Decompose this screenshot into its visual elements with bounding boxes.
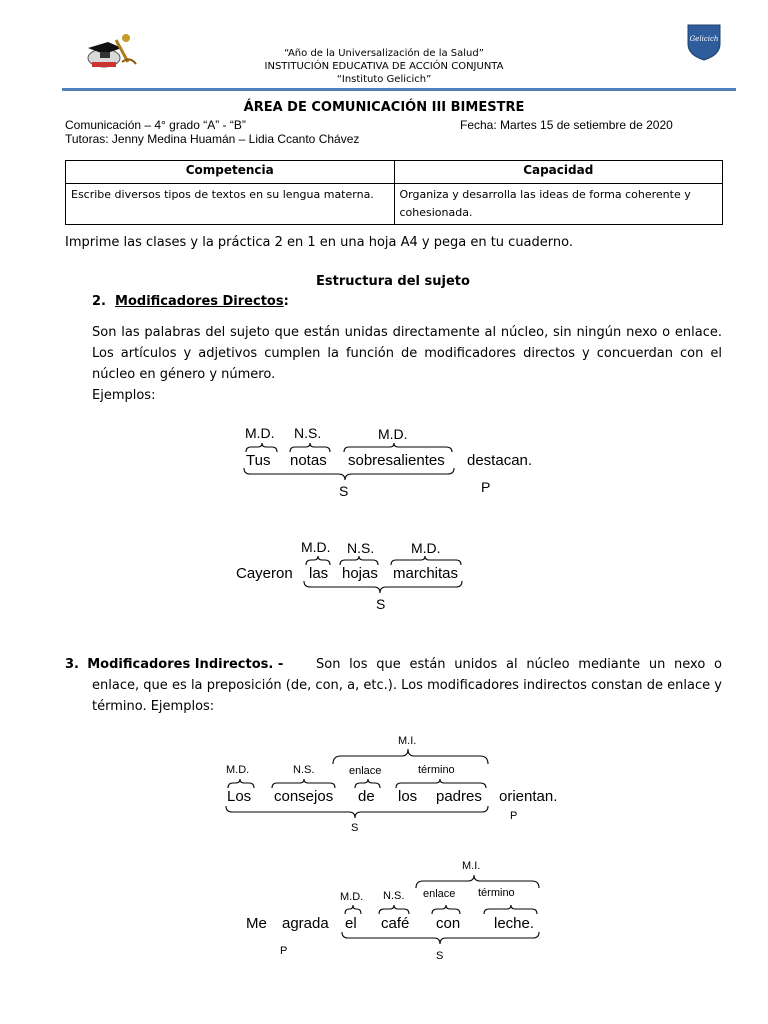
ex1-word-3: sobresalientes xyxy=(348,452,445,469)
year-motto: “Año de la Universalización de la Salud” xyxy=(284,48,484,59)
table-header-capacidad: Capacidad xyxy=(394,161,723,184)
ex1-brace-md1 xyxy=(246,443,277,452)
ex4-label-enlace: enlace xyxy=(423,888,456,900)
ex4-word-4: café xyxy=(381,915,410,932)
ex4-predicate-label: P xyxy=(280,945,288,957)
ex4-brace-enlace xyxy=(432,905,460,914)
ex1-predicate-label: P xyxy=(481,479,491,495)
ex4-label-ns: N.S. xyxy=(383,890,405,902)
ex4-word-6: leche. xyxy=(494,915,535,932)
ex2-brace-ns xyxy=(340,556,378,565)
ex1-label-md1: M.D. xyxy=(245,425,275,441)
ex1-brace-ns xyxy=(290,443,330,452)
ex2-brace-md1 xyxy=(306,556,330,565)
md-examples-label: Ejemplos: xyxy=(92,388,156,403)
ex3-brace-subject xyxy=(226,806,488,818)
md-heading xyxy=(92,294,289,309)
ex2-label-ns: N.S. xyxy=(347,540,375,556)
ex2-brace-md2 xyxy=(391,556,461,565)
ex4-brace-ns xyxy=(379,905,409,914)
header-divider xyxy=(62,88,736,91)
ex4-brace-md xyxy=(345,905,361,914)
ex4-word-5: con xyxy=(436,915,461,932)
course-info: Comunicación – 4° grado “A” - “B” xyxy=(65,118,246,132)
ex2-word-2: las xyxy=(309,565,329,582)
md-heading-colon: : xyxy=(283,294,289,309)
md-paragraph: Son las palabras del sujeto que están unidas directamente al núcleo, sin ningún nexo o enlace. Los artículos y adjetivos cumplen la función de modificadores directos y concuerdan con el núcleo en género y número. xyxy=(92,325,722,382)
ex2-label-md1: M.D. xyxy=(301,539,331,555)
ex3-brace-md xyxy=(228,779,254,788)
ex2-word-4: marchitas xyxy=(393,565,459,582)
ex4-label-md: M.D. xyxy=(340,891,364,903)
ex3-label-ns: N.S. xyxy=(293,764,315,776)
school-name: “Instituto Gelicich” xyxy=(336,74,432,85)
instruction-text: Imprime las clases y la práctica 2 en 1 en una hoja A4 y pega en tu cuaderno. xyxy=(65,235,573,250)
tutors-info: Tutoras: Jenny Medina Huamán – Lidia Ccanto Chávez xyxy=(65,132,360,146)
ex2-brace-subject xyxy=(304,581,462,593)
ex4-word-2: agrada xyxy=(282,915,329,932)
ex3-label-termino: término xyxy=(418,764,455,776)
ex3-subject-label: S xyxy=(351,822,359,834)
ex3-word-3: de xyxy=(358,788,375,805)
ex3-word-4: los xyxy=(398,788,418,805)
ex3-word-6: orientan. xyxy=(499,788,558,805)
md-number: 2. xyxy=(92,294,106,309)
ex3-word-1: Los xyxy=(227,788,252,805)
date-info: Fecha: Martes 15 de setiembre de 2020 xyxy=(460,118,673,132)
ex3-predicate-label: P xyxy=(510,810,518,822)
ex1-word-2: notas xyxy=(290,452,327,469)
ex2-subject-label: S xyxy=(376,596,386,612)
md-heading-text: Modificadores Directos xyxy=(115,294,284,309)
mi-heading: Modificadores Indirectos. - xyxy=(87,657,284,672)
ex1-word-1: Tus xyxy=(246,452,271,469)
ex4-label-termino: término xyxy=(478,887,515,899)
ex4-subject-label: S xyxy=(436,950,444,962)
ex4-word-1: Me xyxy=(246,915,267,932)
ex2-word-1: Cayeron xyxy=(236,565,293,582)
ex3-word-2: consejos xyxy=(274,788,334,805)
ex4-brace-termino xyxy=(484,905,537,914)
ex1-word-4: destacan. xyxy=(467,452,533,469)
mi-number: 3. xyxy=(65,657,79,672)
ex3-brace-termino xyxy=(396,779,486,788)
page-title: ÁREA DE COMUNICACIÓN III BIMESTRE xyxy=(243,100,525,115)
ex3-word-5: padres xyxy=(436,788,482,805)
ex3-label-md: M.D. xyxy=(226,764,250,776)
ex1-brace-subject xyxy=(244,468,454,480)
ex3-brace-ns xyxy=(272,779,335,788)
ex2-word-3: hojas xyxy=(342,565,378,582)
mi-paragraph: Son los que están unidos al núcleo mediante un nexo o enlace, que es la preposición (de, con, a, etc.). Los modificadores indirectos constan de enlace y término. Ejemplos: xyxy=(92,657,722,714)
ex1-label-ns: N.S. xyxy=(294,425,322,441)
ex3-label-mi: M.I. xyxy=(398,735,417,747)
ex4-brace-subject xyxy=(342,932,539,944)
institution-name: INSTITUCIÓN EDUCATIVA DE ACCIÓN CONJUNTA xyxy=(264,61,504,72)
ex1-label-md2: M.D. xyxy=(378,426,408,442)
ex3-brace-enlace xyxy=(355,779,380,788)
ex3-label-enlace: enlace xyxy=(349,765,382,777)
shield-label: Gelicich xyxy=(689,35,719,43)
table-cell-capacidad: Organiza y desarrolla las ideas de forma coherente y cohesionada. xyxy=(394,184,723,225)
ex2-label-md2: M.D. xyxy=(411,540,441,556)
table-header-row xyxy=(66,161,723,184)
table-row xyxy=(66,184,723,225)
table-cell-competencia: Escribe diversos tipos de textos en su lengua materna. xyxy=(66,184,395,225)
section-title: Estructura del sujeto xyxy=(316,274,470,289)
table-header-competencia: Competencia xyxy=(66,161,395,184)
ex1-subject-label: S xyxy=(339,483,349,499)
ex4-label-mi: M.I. xyxy=(462,860,481,872)
ex1-brace-md2 xyxy=(344,443,452,452)
competency-table xyxy=(65,160,723,225)
ex4-word-3: el xyxy=(345,915,357,932)
ex3-brace-mi xyxy=(333,749,488,764)
